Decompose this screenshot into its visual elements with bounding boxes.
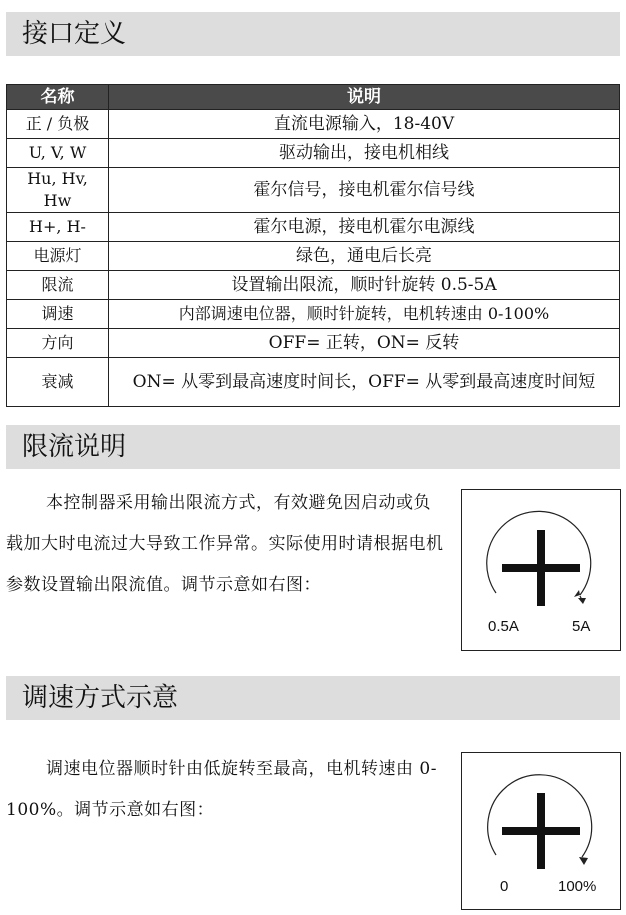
knob-max-label: 100% xyxy=(558,878,597,895)
row-desc: 驱动输出，接电机相线 xyxy=(109,139,620,168)
current-limit-knob-diagram xyxy=(461,489,621,651)
section-title-interface: 接口定义 xyxy=(6,12,620,56)
knob-icon xyxy=(462,490,620,650)
row-name: 电源灯 xyxy=(7,242,109,271)
header-desc: 说明 xyxy=(109,85,620,110)
row-desc: 霍尔信号，接电机霍尔信号线 xyxy=(109,168,620,213)
row-desc: 绿色，通电后长亮 xyxy=(109,242,620,271)
current-limit-paragraph xyxy=(6,483,446,606)
row-name: H+, H- xyxy=(7,213,109,242)
interface-table xyxy=(6,84,620,407)
knob-min-label: 0 xyxy=(500,878,509,895)
header-name: 名称 xyxy=(7,85,109,110)
row-name: Hu, Hv, Hw xyxy=(7,168,109,213)
table-row xyxy=(7,271,620,300)
table-row xyxy=(7,329,620,358)
row-desc: 直流电源输入，18-40V xyxy=(109,110,620,139)
row-name: 调速 xyxy=(7,300,109,329)
row-desc: 内部调速电位器，顺时针旋转，电机转速由 0-100% xyxy=(109,300,620,329)
row-desc: 霍尔电源，接电机霍尔电源线 xyxy=(109,213,620,242)
table-row xyxy=(7,168,620,213)
knob-max-label: 5A xyxy=(572,618,591,635)
row-name: 衰减 xyxy=(7,358,109,407)
row-name: 正 / 负极 xyxy=(7,110,109,139)
table-row xyxy=(7,213,620,242)
section-title-current-limit: 限流说明 xyxy=(6,425,620,469)
row-desc: ON= 从零到最高速度时间长，OFF= 从零到最高速度时间短 xyxy=(109,358,620,407)
row-name: 限流 xyxy=(7,271,109,300)
table-row xyxy=(7,358,620,407)
row-desc: OFF= 正转，ON= 反转 xyxy=(109,329,620,358)
row-name: 方向 xyxy=(7,329,109,358)
table-row xyxy=(7,110,620,139)
speed-text: 调速电位器顺时针由低旋转至最高，电机转速由 0-100%。调节示意如右图： xyxy=(6,759,437,820)
section-title-speed: 调速方式示意 xyxy=(6,676,620,720)
table-row xyxy=(7,139,620,168)
speed-paragraph xyxy=(6,749,446,831)
current-limit-text: 本控制器采用输出限流方式，有效避免因启动或负载加大时电流过大导致工作异常。实际使用时请根据电机参数设置输出限流值。调节示意如右图： xyxy=(6,493,444,595)
speed-knob-diagram xyxy=(461,752,621,910)
knob-min-label: 0.5A xyxy=(488,618,519,635)
table-row xyxy=(7,242,620,271)
table-header-row xyxy=(7,85,620,110)
row-name: U, V, W xyxy=(7,139,109,168)
table-row xyxy=(7,300,620,329)
row-desc: 设置输出限流，顺时针旋转 0.5-5A xyxy=(109,271,620,300)
